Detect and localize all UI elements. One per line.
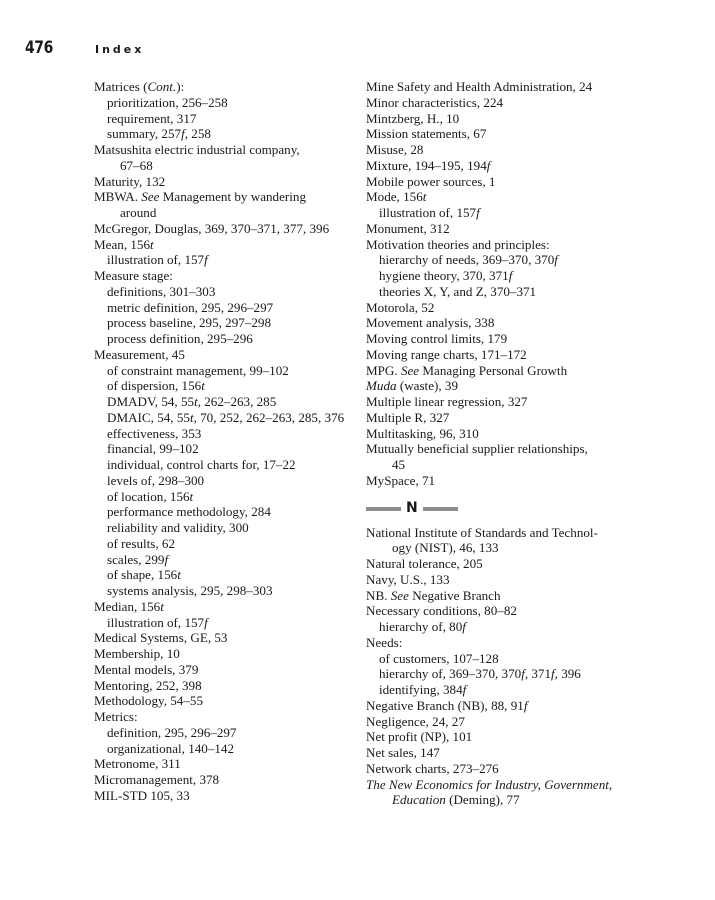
- entry-text: f: [204, 614, 208, 630]
- index-entry: [94, 520, 356, 536]
- entry-text: Multiple linear regression, 327: [366, 394, 528, 409]
- entry-text: ):: [176, 79, 185, 94]
- index-entry: [94, 725, 356, 741]
- entry-text: See: [390, 587, 409, 603]
- entry-text: illustration of, 157: [107, 614, 205, 630]
- entry-text: t: [422, 189, 427, 205]
- entry-text: , 371: [524, 666, 552, 682]
- index-entry: [366, 426, 628, 442]
- index-entry: [94, 221, 356, 237]
- entry-text: process definition, 295–296: [107, 331, 253, 346]
- entry-text: Education: [392, 792, 446, 808]
- index-entry: [94, 678, 356, 694]
- index-entry: [366, 682, 628, 698]
- entry-text: , 262–263, 285: [197, 394, 277, 409]
- index-entry: [94, 158, 356, 174]
- entry-text: t: [201, 378, 205, 394]
- index-entry: [366, 347, 628, 363]
- index-entry: [94, 646, 356, 662]
- entry-text: Net profit (NP), 101: [366, 729, 473, 745]
- entry-text: individual, control charts for, 17–22: [107, 457, 296, 472]
- index-column-left: [94, 79, 356, 804]
- index-entry: [366, 777, 628, 793]
- entry-text: Metronome, 311: [94, 756, 181, 772]
- index-entry: [94, 237, 356, 253]
- entry-text: (waste), 39: [396, 378, 459, 394]
- entry-text: Mine Safety and Health Administration, 24: [366, 79, 593, 94]
- entry-text: definitions, 301–303: [107, 283, 216, 299]
- entry-text: definition, 295, 296–297: [107, 724, 237, 740]
- index-entry: [94, 300, 356, 316]
- index-entry: [94, 473, 356, 489]
- entry-text: Management by wandering: [159, 189, 306, 205]
- entry-text: t: [189, 488, 194, 504]
- index-entry: [94, 567, 356, 583]
- entry-text: t: [150, 236, 154, 252]
- entry-text: Network charts, 273–276: [366, 760, 499, 776]
- index-entry: [366, 300, 628, 316]
- index-entry: [94, 95, 356, 111]
- entry-text: of location, 156: [107, 488, 190, 504]
- entry-text: ogy (NIST), 46, 133: [392, 540, 499, 556]
- index-entry: [366, 556, 628, 572]
- entry-text: Minor characteristics, 224: [366, 94, 504, 110]
- entry-text: Necessary conditions, 80–82: [366, 603, 517, 619]
- entry-text: t: [189, 409, 194, 425]
- index-entry: [366, 525, 628, 541]
- entry-text: Cont.: [147, 79, 177, 94]
- entry-list: [94, 79, 356, 804]
- entry-text: DMADV, 54, 55: [107, 394, 195, 409]
- entry-text: McGregor, Douglas, 369, 370–371, 377, 396: [94, 220, 330, 236]
- index-entry: [94, 174, 356, 190]
- index-entry: [366, 745, 628, 761]
- entry-text: f: [523, 697, 528, 713]
- entry-text: Monument, 312: [366, 220, 450, 236]
- entry-text: around: [120, 205, 157, 220]
- entry-text: Mobile power sources, 1: [366, 173, 496, 189]
- entry-text: t: [160, 598, 164, 614]
- index-entry: [94, 693, 356, 709]
- index-entry: [94, 111, 356, 127]
- index-entry: [94, 583, 356, 599]
- index-entry: [366, 619, 628, 635]
- entry-text: of results, 62: [107, 535, 176, 551]
- entry-text: f: [164, 551, 169, 567]
- entry-text: National Institute of Standards and Technol-: [366, 524, 598, 540]
- index-entry: [94, 441, 356, 457]
- section-letter: N: [406, 499, 418, 516]
- entry-text: f: [508, 268, 513, 283]
- entry-text: 67–68: [120, 157, 153, 173]
- entry-text: Mean, 156: [94, 236, 151, 252]
- entry-text: f: [551, 666, 555, 682]
- index-entry: [366, 315, 628, 331]
- index-entry: [366, 174, 628, 190]
- heading-rule-left: [366, 507, 401, 511]
- entry-text: MBWA.: [94, 189, 142, 205]
- entry-text: Misuse, 28: [366, 142, 424, 157]
- entry-text: Mental models, 379: [94, 661, 199, 677]
- index-entry: [366, 410, 628, 426]
- entry-text: Multiple R, 327: [366, 409, 450, 425]
- entry-text: Multitasking, 96, 310: [366, 425, 479, 441]
- entry-text: effectiveness, 353: [107, 425, 202, 441]
- index-entry: [366, 457, 628, 473]
- index-entry: [366, 111, 628, 127]
- index-entry: [94, 142, 356, 158]
- entry-text: scales, 299: [107, 551, 165, 567]
- index-entry: [94, 630, 356, 646]
- entry-text: Movement analysis, 338: [366, 315, 495, 331]
- entry-text: See: [400, 362, 420, 378]
- index-entry: [94, 489, 356, 505]
- index-entry: [94, 536, 356, 552]
- index-entry: [366, 252, 628, 268]
- index-entry: [366, 95, 628, 111]
- index-entry: [366, 635, 628, 651]
- index-entry: [366, 729, 628, 745]
- entry-text: Maturity, 132: [94, 173, 166, 189]
- index-entry: [94, 79, 356, 95]
- entry-text: Managing Personal Growth: [419, 362, 568, 378]
- entry-list: [366, 79, 628, 489]
- entry-text: prioritization, 256–258: [107, 94, 228, 110]
- index-entry: [366, 221, 628, 237]
- index-entry: [94, 756, 356, 772]
- entry-text: f: [204, 252, 208, 268]
- entry-text: process baseline, 295, 297–298: [107, 315, 272, 331]
- index-entry: [94, 504, 356, 520]
- entry-text: Navy, U.S., 133: [366, 571, 450, 587]
- entry-text: systems analysis, 295, 298–303: [107, 583, 273, 598]
- index-entry: [366, 651, 628, 667]
- index-entry: [94, 615, 356, 631]
- index-entry: [366, 363, 628, 379]
- index-entry: [366, 441, 628, 457]
- index-entry: [94, 126, 356, 142]
- index-entry: [366, 268, 628, 284]
- entry-text: hierarchy of, 80: [379, 619, 463, 634]
- index-entry: [366, 189, 628, 205]
- heading-rule-right: [423, 507, 458, 511]
- index-entry: [366, 331, 628, 347]
- entry-text: illustration of, 157: [107, 252, 205, 268]
- entry-text: f: [181, 126, 185, 142]
- entry-text: f: [521, 666, 525, 682]
- entry-text: NB.: [366, 587, 391, 603]
- entry-text: (Deming), 77: [445, 792, 520, 808]
- entry-text: identifying, 384: [379, 682, 463, 697]
- entry-text: of customers, 107–128: [379, 650, 499, 666]
- entry-text: Negligence, 24, 27: [366, 713, 465, 729]
- index-entry: [366, 142, 628, 158]
- entry-text: MIL-STD 105, 33: [94, 787, 190, 803]
- entry-text: Net sales, 147: [366, 745, 440, 760]
- entry-text: , 258: [184, 126, 211, 142]
- entry-text: , 396: [554, 666, 581, 682]
- entry-text: Mission statements, 67: [366, 126, 487, 142]
- entry-text: Metrics:: [94, 709, 138, 724]
- entry-text: Mintzberg, H., 10: [366, 110, 460, 126]
- index-entry: [94, 378, 356, 394]
- entry-text: of dispersion, 156: [107, 378, 202, 394]
- entry-text: MPG.: [366, 362, 401, 378]
- entry-text: The New Economics for Industry, Government,: [366, 776, 613, 792]
- entry-text: of shape, 156: [107, 567, 178, 583]
- index-entry: [366, 588, 628, 604]
- section-letter-heading: [366, 500, 628, 518]
- entry-text: f: [462, 682, 467, 697]
- entry-text: organizational, 140–142: [107, 740, 235, 756]
- page-number: 476: [25, 38, 53, 58]
- entry-text: See: [141, 189, 160, 205]
- entry-text: f: [554, 252, 558, 268]
- index-entry: [366, 237, 628, 253]
- index-entry: [366, 205, 628, 221]
- entry-text: Measurement, 45: [94, 346, 185, 362]
- entry-text: Mutually beneficial supplier relationships,: [366, 441, 588, 457]
- entry-text: Motivation theories and principles:: [366, 236, 550, 252]
- entry-text: Median, 156: [94, 598, 161, 614]
- entry-text: Natural tolerance, 205: [366, 556, 483, 571]
- entry-text: metric definition, 295, 296–297: [107, 299, 274, 315]
- index-entry: [94, 315, 356, 331]
- index-entry: [366, 126, 628, 142]
- running-head: Index: [95, 43, 145, 56]
- entry-text: Mentoring, 252, 398: [94, 677, 202, 693]
- index-entry: [366, 714, 628, 730]
- entry-text: f: [476, 205, 480, 220]
- entry-text: Negative Branch: [408, 587, 501, 603]
- index-entry: [94, 741, 356, 757]
- entry-text: Mixture, 194–195, 194: [366, 157, 487, 173]
- entry-text: of constraint management, 99–102: [107, 362, 289, 378]
- index-entry: [366, 792, 628, 808]
- entry-text: Muda: [366, 378, 397, 394]
- index-entry: [366, 378, 628, 394]
- entry-text: Medical Systems, GE, 53: [94, 630, 228, 646]
- entry-text: t: [177, 567, 181, 583]
- entry-text: t: [194, 394, 198, 409]
- index-entry: [366, 666, 628, 682]
- entry-text: Motorola, 52: [366, 299, 435, 315]
- entry-text: hierarchy of needs, 369–370, 370: [379, 252, 555, 268]
- entry-text: reliability and validity, 300: [107, 520, 249, 535]
- entry-text: Mode, 156: [366, 189, 423, 205]
- entry-text: 45: [392, 457, 406, 472]
- entry-text: Matsushita electric industrial company,: [94, 142, 300, 157]
- entry-text: levels of, 298–300: [107, 472, 205, 488]
- index-entry: [366, 698, 628, 714]
- entry-text: performance methodology, 284: [107, 504, 271, 520]
- index-entry: [94, 426, 356, 442]
- index-entry: [366, 284, 628, 300]
- entry-text: Matrices (: [94, 79, 148, 94]
- index-entry: [94, 189, 356, 205]
- entry-text: summary, 257: [107, 126, 182, 142]
- entry-text: f: [462, 619, 466, 634]
- index-entry: [366, 473, 628, 489]
- index-entry: [366, 603, 628, 619]
- entry-text: , 70, 252, 262–263, 285, 376: [193, 409, 345, 425]
- index-entry: [94, 284, 356, 300]
- entry-text: theories X, Y, and Z, 370–371: [379, 283, 537, 299]
- index-entry: [94, 788, 356, 804]
- entry-text: Measure stage:: [94, 268, 173, 283]
- index-entry: [94, 662, 356, 678]
- entry-text: Negative Branch (NB), 88, 91: [366, 697, 524, 713]
- index-entry: [94, 252, 356, 268]
- entry-text: Needs:: [366, 634, 403, 650]
- index-entry: [94, 410, 356, 426]
- index-entry: [366, 79, 628, 95]
- index-entry: [366, 540, 628, 556]
- index-entry: [366, 761, 628, 777]
- entry-list: [366, 525, 628, 809]
- index-entry: [94, 709, 356, 725]
- index-entry: [366, 158, 628, 174]
- index-entry: [94, 331, 356, 347]
- entry-text: Membership, 10: [94, 646, 180, 661]
- entry-text: Methodology, 54–55: [94, 693, 203, 709]
- entry-text: illustration of, 157: [379, 205, 477, 220]
- index-entry: [94, 552, 356, 568]
- index-entry: [366, 572, 628, 588]
- index-entry: [94, 268, 356, 284]
- entry-text: MySpace, 71: [366, 472, 436, 488]
- entry-text: f: [486, 157, 491, 173]
- page-header: [25, 38, 144, 58]
- index-column-right: [366, 79, 628, 808]
- entry-text: Moving control limits, 179: [366, 331, 508, 346]
- entry-text: financial, 99–102: [107, 441, 199, 457]
- entry-text: Micromanagement, 378: [94, 772, 220, 787]
- index-entry: [94, 347, 356, 363]
- index-entry: [94, 394, 356, 410]
- entry-text: hygiene theory, 370, 371: [379, 268, 509, 283]
- entry-text: Moving range charts, 171–172: [366, 346, 527, 362]
- entry-text: DMAIC, 54, 55: [107, 409, 190, 425]
- index-entry: [94, 205, 356, 221]
- index-entry: [94, 599, 356, 615]
- index-entry: [366, 394, 628, 410]
- index-entry: [94, 363, 356, 379]
- entry-text: requirement, 317: [107, 110, 197, 126]
- entry-text: hierarchy of, 369–370, 370: [379, 666, 522, 682]
- index-entry: [94, 457, 356, 473]
- index-entry: [94, 772, 356, 788]
